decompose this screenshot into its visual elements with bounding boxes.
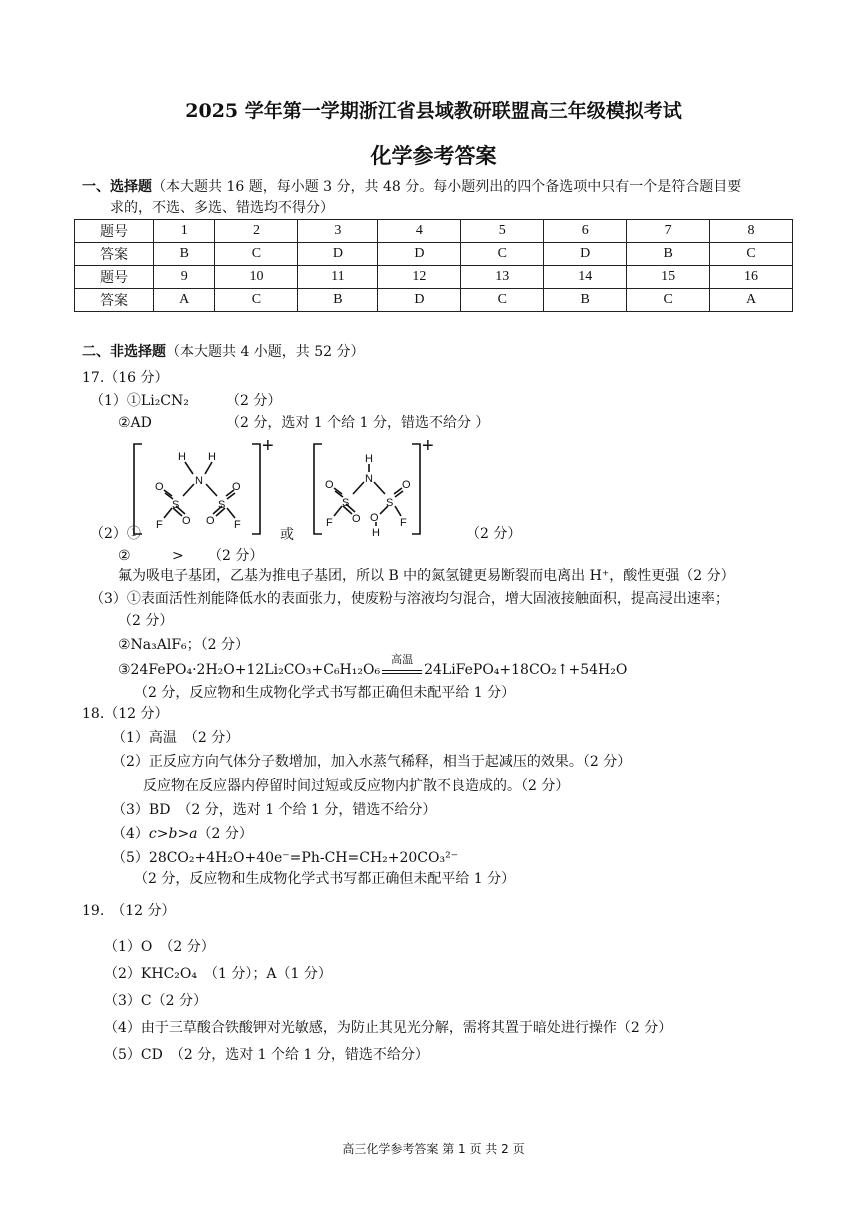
q17-part3a: （3）①表面活性剂能降低水的表面张力，使废粉与溶液均匀混合，增大固液接触面积，提高浸出速率； xyxy=(90,591,729,607)
table-cell: 12 xyxy=(378,266,461,289)
equals-line-top xyxy=(382,670,422,671)
section1-heading: 一、选择题 xyxy=(82,179,152,195)
table-cell: D xyxy=(378,289,461,312)
struct-a-o1: O xyxy=(155,481,164,493)
answer-table xyxy=(74,219,793,312)
q17-part3c-products: 24LiFePO₄+18CO₂↑+54H₂O xyxy=(424,662,628,678)
table-row-header: 答案 xyxy=(75,289,154,312)
q18-title: 18.（12 分） xyxy=(82,706,169,722)
table-cell: 11 xyxy=(298,266,378,289)
table-cell: 15 xyxy=(627,266,710,289)
page-footer: 高三化学参考答案 第 1 页 共 2 页 xyxy=(342,1142,525,1156)
table-cell: 7 xyxy=(627,220,710,243)
q17-part2b-score: （2 分） xyxy=(208,548,264,564)
table-cell: D xyxy=(378,243,461,266)
q18-part1: （1）高温 （2 分） xyxy=(112,730,240,746)
table-row xyxy=(75,220,793,243)
section2-desc: （本大题共 4 小题，共 52 分） xyxy=(166,344,365,360)
q17-part1b-score: （2 分，选对 1 个给 1 分，错选不给分 ） xyxy=(226,415,490,431)
structure-a xyxy=(128,434,286,544)
table-cell: C xyxy=(461,243,544,266)
q18-part2a: （2）正反应方向气体分子数增加，加入水蒸气稀释，相当于起减压的效果。（2 分） xyxy=(112,754,632,770)
table-cell: C xyxy=(710,243,793,266)
struct-b-o1: O xyxy=(325,479,334,491)
table-row xyxy=(75,289,793,312)
struct-a-n: N xyxy=(195,475,203,487)
q17-part3a-score: （2 分） xyxy=(118,613,174,629)
exam-title: 2025 学年第一学期浙江省县域教研联盟高三年级模拟考试 xyxy=(185,100,682,122)
table-cell: 3 xyxy=(298,220,378,243)
struct-b-charge: + xyxy=(422,435,434,457)
table-cell: 2 xyxy=(215,220,298,243)
section1-desc-line2: 求的，不选、多选、错选均不得分） xyxy=(110,200,334,216)
q18-part4-answer: c>b>a xyxy=(148,826,198,842)
struct-a-f1: F xyxy=(156,519,163,531)
q17-part2a-num: （2）① xyxy=(90,526,141,542)
struct-b-n: N xyxy=(365,473,373,485)
q18-part5-note: （2 分，反应物和生成物化学式书写都正确但未配平给 1 分） xyxy=(134,871,516,887)
q17-part3c-reactants: ③24FePO₄·2H₂O+12Li₂CO₃+C₆H₁₂O₆ xyxy=(118,662,381,678)
table-cell: C xyxy=(215,289,298,312)
struct-b-o4: O xyxy=(370,512,379,524)
struct-b-f1: F xyxy=(326,517,333,529)
equals-line-bottom xyxy=(382,673,422,674)
table-cell: A xyxy=(154,289,215,312)
struct-a-charge: + xyxy=(262,435,274,457)
q17-part3b: ②Na₃AlF₆；（2 分） xyxy=(118,637,250,653)
struct-b-o3: O xyxy=(402,479,411,491)
struct-a-o3: O xyxy=(232,481,241,493)
table-cell: B xyxy=(544,289,627,312)
table-cell: B xyxy=(154,243,215,266)
q19-title: 19. （12 分） xyxy=(82,903,176,919)
section2-heading: 二、非选择题 xyxy=(82,344,166,360)
table-cell: 10 xyxy=(215,266,298,289)
table-row-header: 题号 xyxy=(75,220,154,243)
q19-part3: （3）C（2 分） xyxy=(104,993,207,1009)
q19-part2: （2）KHC₂O₄ （1 分）；A（1 分） xyxy=(104,966,332,982)
reaction-condition-label: 高温 xyxy=(391,653,414,666)
table-row xyxy=(75,243,793,266)
q18-part4 xyxy=(112,825,253,843)
q17-part1a-formula: Li₂CN₂ xyxy=(140,393,189,409)
struct-b-f2: F xyxy=(400,517,407,529)
q17-part1a xyxy=(90,392,189,410)
q17-part2-explain: 氟为吸电子基团，乙基为推电子基团，所以 B 中的氮氢键更易断裂而电离出 H⁺，酸性更强（2 分） xyxy=(118,568,735,584)
q17-part3c-equation xyxy=(118,653,628,679)
table-row-header: 题号 xyxy=(75,266,154,289)
q18-part3: （3）BD （2 分，选对 1 个给 1 分，错选不给分） xyxy=(112,802,437,818)
table-cell: A xyxy=(710,289,793,312)
q18-part5: （5）28CO₂+4H₂O+40e⁻=Ph-CH=CH₂+20CO₃²⁻ xyxy=(112,850,459,866)
table-cell: 14 xyxy=(544,266,627,289)
table-row-header: 答案 xyxy=(75,243,154,266)
q19-part4: （4）由于三草酸合铁酸钾对光敏感，为防止其见光分解，需将其置于暗处进行操作（2 分） xyxy=(104,1020,673,1036)
table-cell: C xyxy=(627,289,710,312)
struct-a-h2: H xyxy=(208,451,216,463)
struct-b-h2: H xyxy=(372,527,380,539)
struct-a-f2: F xyxy=(234,519,241,531)
table-cell: 6 xyxy=(544,220,627,243)
struct-a-s2: S xyxy=(218,499,226,511)
q19-part5: （5）CD （2 分，选对 1 个给 1 分，错选不给分） xyxy=(104,1047,429,1063)
answer-title: 化学参考答案 xyxy=(370,143,497,168)
table-cell: B xyxy=(627,243,710,266)
section2-intro xyxy=(82,343,365,361)
struct-a-o4: O xyxy=(206,515,215,527)
table-cell: 16 xyxy=(710,266,793,289)
q18-part2b: 反应物在反应器内停留时间过短或反应物内扩散不良造成的。（2 分） xyxy=(143,778,570,794)
table-cell: 4 xyxy=(378,220,461,243)
section1-intro xyxy=(82,178,741,196)
struct-b-h1: H xyxy=(365,453,373,465)
q17-part1a-num: （1）① xyxy=(90,393,141,409)
struct-a-h1: H xyxy=(178,451,186,463)
table-cell: 13 xyxy=(461,266,544,289)
table-cell: C xyxy=(461,289,544,312)
q19-part1: （1）O （2 分） xyxy=(104,939,215,955)
structure-b xyxy=(308,434,444,544)
struct-b-s2: S xyxy=(386,497,394,509)
table-cell: B xyxy=(298,289,378,312)
q17-part2b-num: ② xyxy=(118,548,131,564)
q17-part2a-score: （2 分） xyxy=(466,526,522,542)
q17-title: 17.（16 分） xyxy=(82,370,169,386)
struct-a-s1: S xyxy=(172,499,180,511)
q17-part1b: ②AD xyxy=(118,415,152,431)
table-row xyxy=(75,266,793,289)
structure-or: 或 xyxy=(280,527,294,543)
struct-a-o2: O xyxy=(182,515,191,527)
section1-desc-line1: （本大题共 16 题，每小题 3 分，共 48 分。每小题列出的四个备选项中只有一个是符合题目要 xyxy=(152,179,742,195)
struct-b-o2: O xyxy=(352,513,361,525)
table-cell: C xyxy=(215,243,298,266)
q17-part3c-note: （2 分，反应物和生成物化学式书写都正确但未配平给 1 分） xyxy=(134,685,516,701)
table-cell: 1 xyxy=(154,220,215,243)
table-cell: D xyxy=(544,243,627,266)
table-cell: 5 xyxy=(461,220,544,243)
q17-part1a-score: （2 分） xyxy=(226,393,282,409)
q18-part4-score: （2 分） xyxy=(197,826,253,842)
q18-part4-num: （4） xyxy=(112,826,149,842)
struct-b-s1: S xyxy=(342,497,350,509)
reaction-condition xyxy=(380,653,424,679)
table-cell: 8 xyxy=(710,220,793,243)
table-cell: D xyxy=(298,243,378,266)
q17-part2b-sign: > xyxy=(172,548,184,564)
table-cell: 9 xyxy=(154,266,215,289)
